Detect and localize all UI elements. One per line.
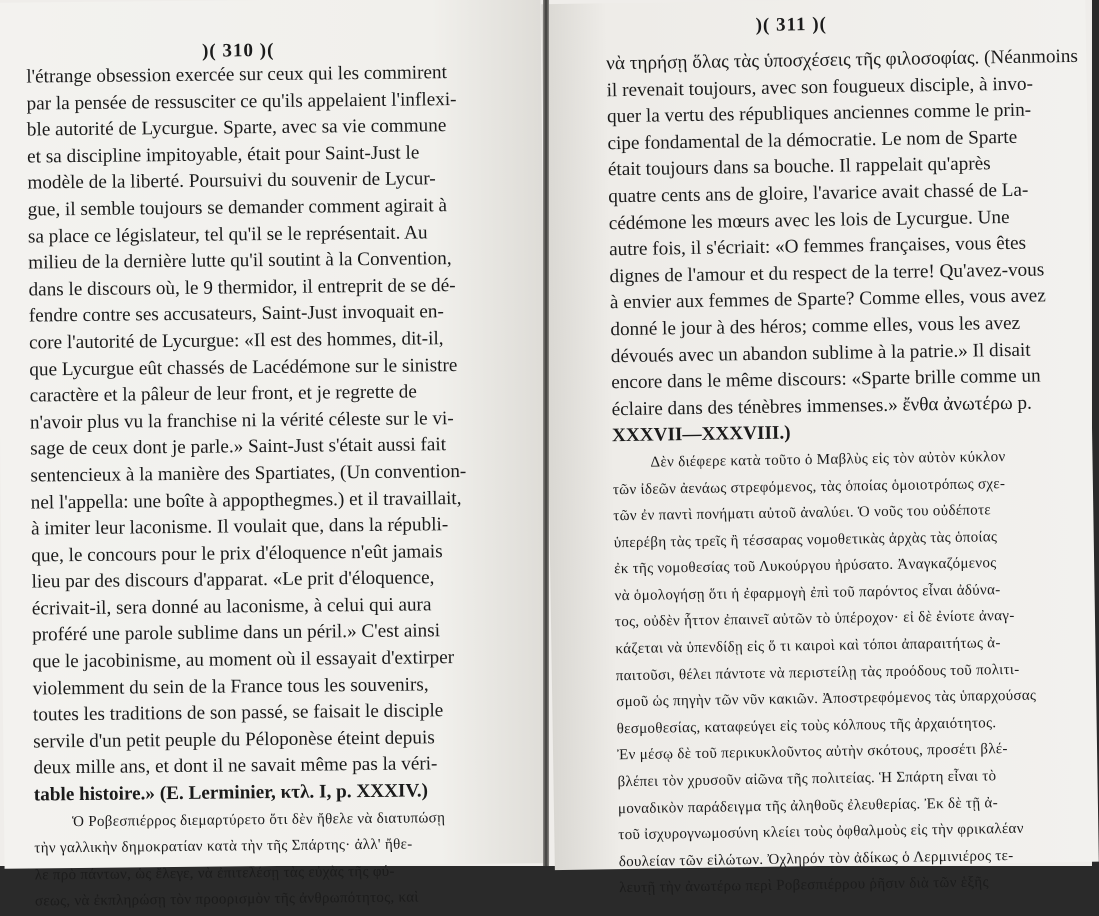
greek-text-line: θεσμοθεσίας, καταφεύγει εἰς τοὺς κόλπους τῆς ἀρχαιότητος. — [616, 715, 997, 738]
text-line: dans le discours où, le 9 thermidor, il entreprit de se dé- — [28, 274, 456, 301]
text-line: quatre cents ans de gloire, l'avarice avait chassé de La- — [608, 179, 1029, 208]
text-line: n'avoir plus vu la franchise ni la vérité céleste sur le vi- — [29, 407, 454, 434]
text-line: ble autorité de Lycurgue. Sparte, avec sa vie commune — [26, 115, 447, 141]
text-line: et sa discipline impitoyable, était pour Saint-Just le — [27, 142, 420, 168]
greek-text-line: Ἐν μέσῳ δὲ τοῦ περικυκλοῦντος αὐτὴν σκότους, προσέτι βλέ- — [616, 741, 1008, 764]
right-page — [541, 0, 1099, 897]
greek-text-line: Ὁ Ροβεσπιέρρος διεμαρτύρετο ὅτι δὲν ἤθελε νὰ διατυπώσῃ — [72, 809, 446, 830]
text-line: caractère et la pâleur de leur front, et je regrette de — [29, 381, 417, 407]
text-line: par la pensée de ressusciter ce qu'ils appelaient l'inflexi- — [26, 88, 457, 115]
text-line: quer la vertu des républiques anciennes comme le prin- — [606, 99, 1032, 128]
greek-text-line: παιτοῦσι, θέλει πάντοτε νὰ περιστείλῃ τὰς προόδους τοῦ πολιτι- — [615, 661, 1020, 684]
text-line: milieu de la dernière lutte qu'il soutint à la Convention, — [28, 248, 452, 274]
greek-text-line: λε πρὸ πάντων, ὡς ἔλεγε, νὰ ἐπιτελέσῃ τὰς εὐχὰς τῆς φύ- — [34, 863, 395, 884]
greek-text-line: μοναδικὸν παράδειγμα τῆς ἀληθοῦς ἐλευθερίας. Ἐκ δὲ τῇ ἀ- — [617, 794, 999, 817]
text-line: sentencieux à la manière des Spartiates, (Un convention- — [30, 460, 467, 487]
text-line: violemment du sein de la France tous les souvenirs, — [32, 674, 429, 700]
text-line: νὰ τηρήσῃ ὅλας τὰς ὑποσχέσεις τῆς φιλοσοφίας. (Néanmoins — [606, 45, 1079, 75]
greek-text-line: τῶν ἐν παντὶ πονήματι αὐτοῦ ἀναλύει. Ὁ νοῦς του οὐδέποτε — [613, 502, 992, 525]
greek-text-line: νὰ ὁμολογήσῃ ὅτι ἡ ἐφαρμογὴ ἐπὶ τοῦ παρόντος εἶναι ἀδύνα- — [614, 582, 1001, 605]
text-line: cédémone les mœurs avec les lois de Lycurgue. Une — [608, 206, 1010, 234]
citation-line: XXXVII—XXXVIII.) — [611, 422, 791, 447]
page-number-right: )( 311 )( — [755, 13, 828, 36]
text-line: à imiter leur laconisme. Il voulait que, dans la républi- — [30, 514, 449, 540]
right-page-text — [606, 44, 1089, 902]
greek-text-line: τὴν γαλλικὴν δημοκρατίαν κατὰ τὴν τῆς Σπάρτης· ἀλλ' ἤθε- — [34, 836, 413, 857]
text-line: éclaire dans des ténèbres immenses.» ἔνθα ἀνωτέρω p. — [611, 392, 1032, 420]
text-line: proféré une parole sublime dans un péril.» C'est ainsi — [32, 620, 441, 646]
text-line: cipe fondamental de la démocratie. Le nom de Sparte — [607, 126, 1018, 155]
text-line: donné le jour à des héros; comme elles, vous les avez — [610, 312, 1021, 341]
text-line: que le jacobinisme, au moment où il essayait d'extirper — [32, 647, 455, 673]
text-line: l'étrange obsession exercée sur ceux qui les commirent — [26, 62, 448, 88]
text-line: modèle de la liberté. Poursuivi du souvenir de Lycur- — [27, 168, 436, 194]
text-line: lieu par des discours d'apparat. «Le prit d'éloquence, — [31, 567, 435, 593]
greek-text-line: ἐκ τῆς νομοθεσίας τοῦ Λυκούργου ἠρύσατο. Ἀναγκαζόμενος — [614, 555, 997, 578]
left-page — [0, 0, 550, 910]
greek-text-line: τοῦ ἰσχυρογνωμοσύνη κλείει τοὺς ὀφθαλμοὺς εἰς τὴν φρικαλέαν — [618, 821, 1024, 844]
book-gutter — [543, 0, 549, 866]
greek-text-line: Δὲν διέφερε κατὰ τοῦτο ὁ Μαβλὺς εἰς τὸν αὐτὸν κύκλον — [650, 448, 1006, 471]
left-page-text — [26, 59, 519, 915]
greek-text-line: δουλείαν τῶν εἱλώτων. Ὀχληρόν τὸν ἀδίκως ὁ Λερμινιέρος τε- — [618, 847, 1014, 870]
text-line: gue, il semble toujours se demander comment agirait à — [27, 195, 448, 221]
text-line: fendre contre ses accusateurs, Saint-Just invoquait en- — [28, 301, 444, 327]
text-line: servile d'un petit peuple du Péloponèse éteint depuis — [33, 727, 435, 753]
greek-text-line: κάζεται νὰ ὑπενδίδῃ εἰς ὅ τι καιροὶ καὶ τόποι ἀπαραιτήτως ἀ- — [615, 635, 1001, 658]
text-line: sa place ce législateur, tel qu'il se le représentait. Au — [27, 221, 428, 248]
text-line: dignes de l'amour et du respect de la terre! Qu'avez-vous — [609, 259, 1045, 288]
greek-text-line: λευτῇ τὴν ἀνωτέρω περὶ Ροβεσπιέρρου ῥῆσιν διὰ τῶν ἑξῆς — [619, 874, 989, 897]
text-line: était toujours dans sa bouche. Il rappelait qu'après — [607, 153, 991, 181]
citation-line: table histoire.» (E. Lerminier, κτλ. I, p. XXXIV.) — [33, 780, 429, 806]
text-line: core l'autorité de Lycurgue: «Il est des hommes, dit-il, — [28, 328, 444, 354]
text-line: autre fois, il s'écriait: «O femmes françaises, vous êtes — [608, 232, 1027, 261]
greek-text-line: τῶν ἰδεῶν ἀενάως στρεφόμενος, τὰς ὁποίας ὁμοιοτρόπως σχε- — [612, 475, 1006, 498]
greek-text-line: βλέπει τὸν χρυσοῦν αἰῶνα τῆς πολιτείας. Ἡ Σπάρτη εἶναι τὸ — [617, 768, 997, 791]
page-number-left: )( 310 )( — [201, 39, 275, 62]
text-line: que, le concours pour le prix d'éloquence n'eût jamais — [31, 540, 443, 567]
text-line: il revenait toujours, avec son fougueux disciple, à invo- — [606, 73, 1034, 101]
text-line: sage de ceux dont je parle.» Saint-Just s'était aussi fait — [30, 434, 447, 460]
text-line: dévoués avec un abandon sublime à la patrie.» Il disait — [610, 339, 1031, 367]
text-line: deux mille ans, et dont il ne savait même pas la véri- — [33, 753, 438, 779]
text-line: écrivait-il, sera donné au laconisme, à celui qui aura — [31, 594, 432, 620]
text-line: toutes les traditions de son passé, se faisait le disciple — [32, 700, 444, 726]
text-line: encore dans le même discours: «Sparte brille comme un — [611, 365, 1041, 394]
greek-text-line: σμοῦ ὡς πηγὴν τῶν νῦν κακιῶν. Ἀποστρεφόμενος τὰς ὑπαρχούσας — [616, 687, 1037, 711]
text-line: nel l'appella: une boîte à appopthegmes.) et il travaillait, — [30, 487, 462, 514]
text-line: à envier aux femmes de Sparte? Comme elles, vous avez — [609, 285, 1046, 314]
greek-text-line: τος, οὐδὲν ἧττον ἐπαινεῖ αὐτῶν τὸ ὑπέροχον· εἰ δὲ ἐνίοτε ἀναγ- — [614, 608, 1015, 631]
greek-text-line: σεως, νὰ ἐκπληρώσῃ τὸν προορισμὸν τῆς ἀνθρωπότητος, καὶ — [34, 889, 419, 910]
greek-text-line: ὑπερέβη τὰς τρεῖς ἢ τέσσαρας νομοθετικὰς ἀρχὰς τὰς ὁποίας — [613, 528, 998, 551]
text-line: que Lycurgue eût chassés de Lacédémone sur le sinistre — [29, 354, 458, 381]
